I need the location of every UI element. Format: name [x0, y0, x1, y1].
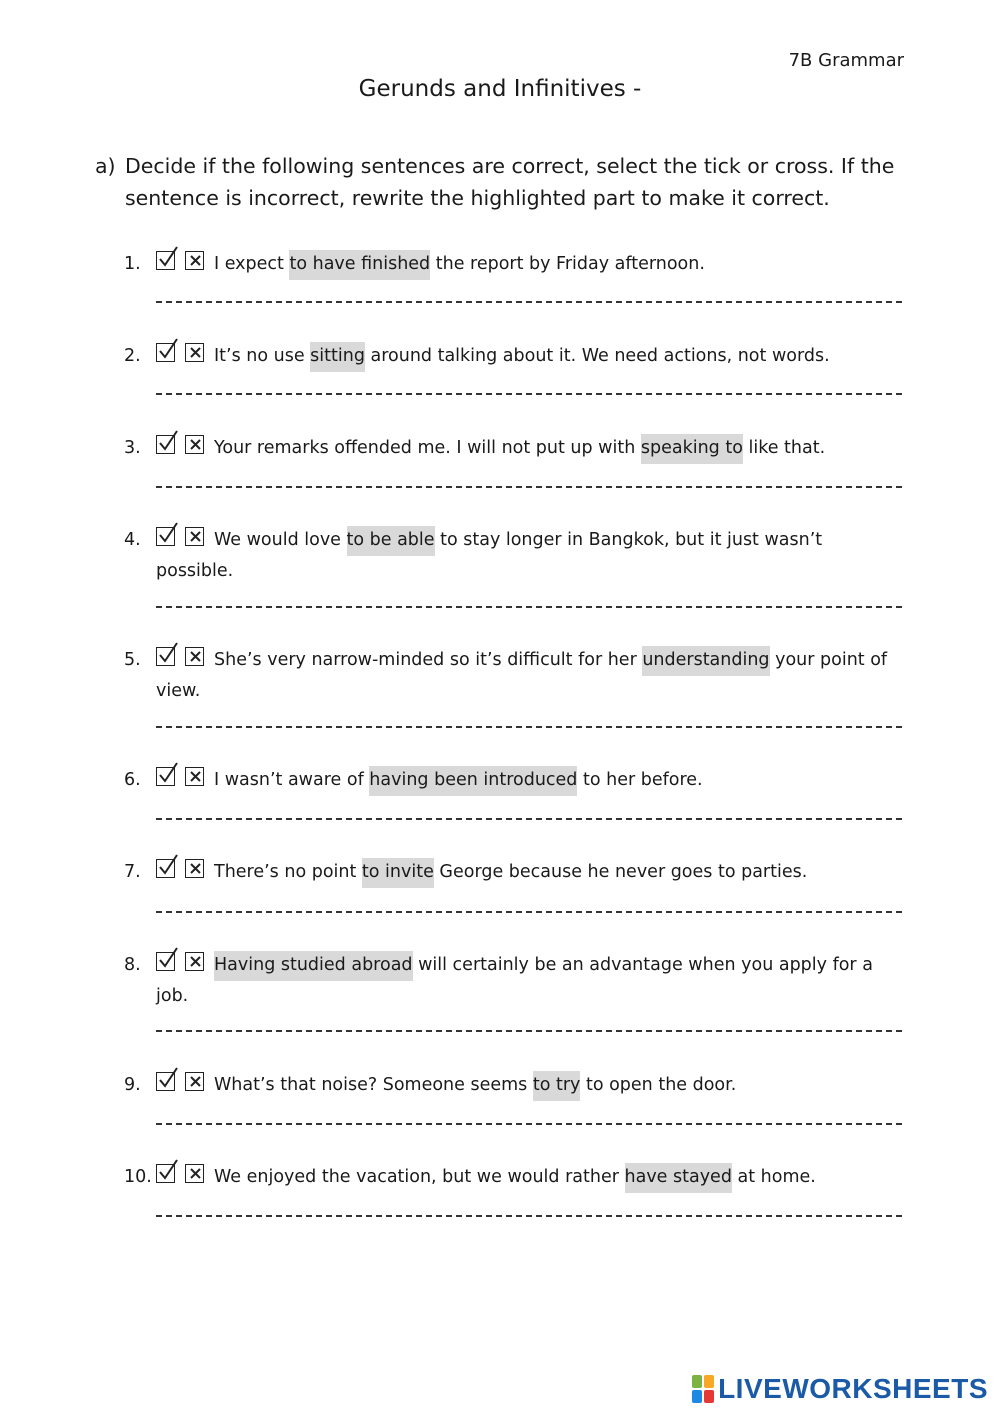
question-number: 7. [124, 862, 141, 882]
answer-line-4[interactable] [156, 606, 902, 608]
tick-checkbox[interactable] [156, 767, 175, 786]
cross-checkbox[interactable] [185, 1072, 204, 1091]
question-2 [124, 341, 904, 372]
question-1 [124, 249, 904, 280]
answer-line-7[interactable] [156, 911, 902, 913]
liveworksheets-logo [692, 1374, 988, 1404]
sentence-text-rest: to open the door. [580, 1075, 737, 1095]
sentence-text-rest: to her before. [577, 770, 703, 790]
question-9 [124, 1070, 904, 1101]
sentence-text: We enjoyed the vacation, but we would rather [214, 1167, 625, 1187]
highlighted-part: understanding [642, 646, 769, 676]
answer-line-3[interactable] [156, 486, 902, 488]
cross-checkbox[interactable] [185, 859, 204, 878]
tick-checkbox[interactable] [156, 527, 175, 546]
sentence-text: Your remarks offended me. I will not put up with [214, 438, 641, 458]
answer-line-2[interactable] [156, 393, 902, 395]
cross-checkbox[interactable] [185, 435, 204, 454]
question-number: 1. [124, 254, 141, 274]
question-4 [124, 525, 904, 587]
sentence-text: It’s no use [214, 346, 311, 366]
liveworksheets-logo-icon [692, 1375, 714, 1403]
sentence-text-rest: like that. [742, 438, 826, 458]
tick-checkbox[interactable] [156, 251, 175, 270]
highlighted-part: to try [533, 1071, 581, 1101]
cross-checkbox[interactable] [185, 527, 204, 546]
cross-checkbox[interactable] [185, 647, 204, 666]
sentence-text: What’s that noise? Someone seems [214, 1075, 533, 1095]
highlighted-part: to have finished [289, 250, 430, 280]
question-number: 9. [124, 1075, 141, 1095]
answer-line-5[interactable] [156, 726, 902, 728]
answer-line-6[interactable] [156, 818, 902, 820]
sentence-text: I expect [214, 254, 290, 274]
question-number: 10. [124, 1167, 152, 1187]
tick-checkbox[interactable] [156, 343, 175, 362]
header-grammar-label: 7B Grammar [788, 50, 904, 71]
question-5 [124, 645, 904, 707]
instruction [95, 150, 905, 214]
tick-checkbox[interactable] [156, 647, 175, 666]
answer-line-1[interactable] [156, 301, 902, 303]
instruction-label: a) [95, 154, 116, 178]
highlighted-part: speaking to [641, 434, 743, 464]
question-number: 6. [124, 770, 141, 790]
question-7 [124, 857, 904, 888]
answer-line-9[interactable] [156, 1123, 902, 1125]
question-number: 2. [124, 346, 141, 366]
question-number: 5. [124, 650, 141, 670]
highlighted-part: to invite [362, 858, 434, 888]
cross-checkbox[interactable] [185, 251, 204, 270]
highlighted-part: have stayed [625, 1163, 732, 1193]
sentence-text-rest: at home. [731, 1167, 816, 1187]
logo-text: LIVEWORKSHEETS [718, 1373, 988, 1404]
highlighted-part: sitting [310, 342, 365, 372]
highlighted-part: to be able [347, 526, 435, 556]
question-number: 4. [124, 530, 141, 550]
sentence-text-rest: around talking about it. We need actions, not words. [364, 346, 830, 366]
question-8 [124, 950, 904, 1012]
sentence-text-rest: will certainly be an advantage when you apply for a job. [156, 955, 873, 1006]
page-title: Gerunds and Infinitives - [358, 76, 642, 102]
sentence-text-rest: to stay longer in Bangkok, but it just wasn’t possible. [156, 530, 823, 581]
sentence-text: She’s very narrow-minded so it’s difficult for her [214, 650, 643, 670]
sentence-text: We would love [214, 530, 347, 550]
instruction-text: Decide if the following sentences are correct, select the tick or cross. If the sentence is incorrect, rewrite the highlighted part to make it correct. [125, 154, 895, 210]
question-3 [124, 433, 904, 464]
answer-line-10[interactable] [156, 1215, 902, 1217]
tick-checkbox[interactable] [156, 952, 175, 971]
question-number: 8. [124, 955, 141, 975]
question-number: 3. [124, 438, 141, 458]
question-10 [124, 1162, 904, 1193]
tick-checkbox[interactable] [156, 859, 175, 878]
cross-checkbox[interactable] [185, 343, 204, 362]
question-6 [124, 765, 904, 796]
cross-checkbox[interactable] [185, 1164, 204, 1183]
tick-checkbox[interactable] [156, 1072, 175, 1091]
sentence-text-rest: your point of view. [156, 650, 888, 701]
cross-checkbox[interactable] [185, 767, 204, 786]
tick-checkbox[interactable] [156, 435, 175, 454]
sentence-text-rest: the report by Friday afternoon. [430, 254, 705, 274]
highlighted-part: having been introduced [369, 766, 577, 796]
highlighted-part: Having studied abroad [214, 951, 413, 981]
sentence-text-rest: George because he never goes to parties. [433, 862, 808, 882]
sentence-text: I wasn’t aware of [214, 770, 370, 790]
tick-checkbox[interactable] [156, 1164, 175, 1183]
cross-checkbox[interactable] [185, 952, 204, 971]
answer-line-8[interactable] [156, 1030, 902, 1032]
sentence-text: There’s no point [214, 862, 362, 882]
